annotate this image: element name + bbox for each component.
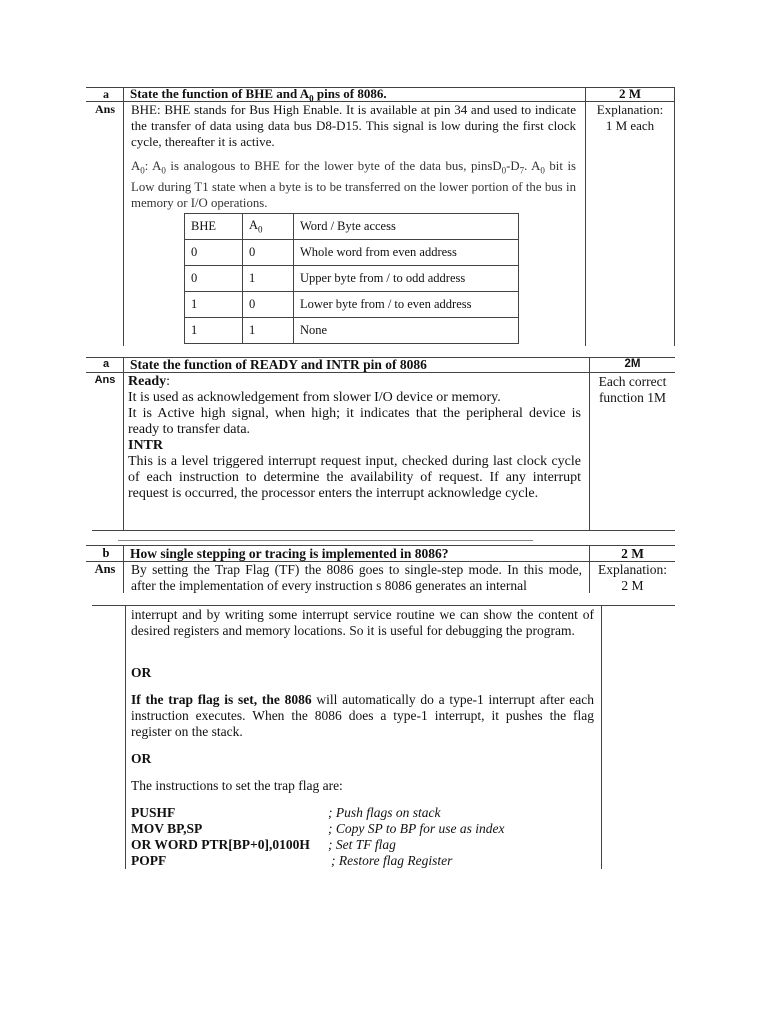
code-line bbox=[131, 837, 504, 853]
table-border bbox=[674, 87, 675, 346]
table-row bbox=[185, 318, 519, 344]
answer-body: Ready: It is used as acknowledgement from slower I/O device or memory. It is Active high signal, when high; it indicates that the peripheral device is ready to transfer data. INTR This is a level triggered interrupt request input, checked during last clock cycle of each instruction to determine the availability of request. If any interrupt request is occurred, the processor enters the interrupt acknowledge cycle. bbox=[128, 374, 581, 501]
code-instruction: OR WORD PTR[BP+0],0100H bbox=[131, 837, 310, 852]
code-line bbox=[131, 805, 504, 821]
question-text: State the function of READY and INTR pin of 8086 bbox=[130, 357, 427, 372]
question-label: a bbox=[103, 87, 109, 101]
or-separator: OR bbox=[131, 751, 152, 766]
table-border bbox=[123, 87, 124, 346]
code-comment: ; Set TF flag bbox=[328, 837, 396, 852]
table-cell: 1 bbox=[185, 292, 243, 318]
table-cell: 1 bbox=[243, 266, 294, 292]
marks-note: Explanation: 1 M each bbox=[596, 102, 664, 133]
answer-label: Ans bbox=[94, 102, 115, 116]
marks: 2 M bbox=[618, 86, 642, 101]
table-cell: Upper byte from / to odd address bbox=[294, 266, 519, 292]
table-cell: 0 bbox=[185, 266, 243, 292]
code-comment: ; Push flags on stack bbox=[328, 805, 441, 820]
table-border bbox=[123, 357, 124, 530]
table-cell: 1 bbox=[185, 318, 243, 344]
code-instruction: MOV BP,SP bbox=[131, 821, 203, 836]
table-cell: Whole word from even address bbox=[294, 240, 519, 266]
answer-label: Ans bbox=[94, 562, 116, 576]
answer-paragraph: By setting the Trap Flag (TF) the 8086 goes to single-step mode. In this mode, after the implementation of every instruction s 8086 generates an internal bbox=[131, 562, 582, 593]
table-header-cell: BHE bbox=[185, 214, 243, 240]
code-comment: ; Copy SP to BP for use as index bbox=[328, 821, 505, 836]
ready-line: It is used as acknowledgement from slower I/O device or memory. bbox=[128, 390, 501, 405]
code-listing bbox=[131, 805, 504, 869]
table-header-cell: Word / Byte access bbox=[294, 214, 519, 240]
table-header-row bbox=[185, 214, 519, 240]
answer-paragraph: $A_0$: $A_0$ is analogous to BHE for the lower byte of the data bus, $pinsD_0-D_7$. $A_0$ bit is Low during T1 state when a byte is to be transferred on the lower portion of the bus in memory or I/O operations. bbox=[131, 159, 576, 210]
table-border bbox=[601, 605, 602, 869]
marks-note: Each correct function 1M bbox=[598, 374, 667, 405]
table-cell: Lower byte from / to even address bbox=[294, 292, 519, 318]
or-separator: OR bbox=[131, 665, 152, 680]
question-text: How single stepping or tracing is implemented in 8086? bbox=[130, 546, 449, 561]
intr-text: This is a level triggered interrupt request input, checked during last clock cycle of each instruction to determine the availability of request. If any interrupt request is occurred, the processor enters the interrupt acknowledge cycle. bbox=[128, 454, 581, 501]
marks: 2 M bbox=[621, 546, 644, 561]
table-cell: 0 bbox=[243, 292, 294, 318]
divider bbox=[118, 540, 533, 541]
code-line bbox=[131, 853, 504, 869]
question-label: a bbox=[102, 358, 110, 370]
answer-label: Ans bbox=[94, 374, 116, 386]
bhe-truth-table bbox=[184, 213, 519, 344]
table-row bbox=[185, 292, 519, 318]
table-border bbox=[92, 605, 675, 606]
table-border bbox=[92, 530, 675, 531]
answer-paragraph: BHE: BHE stands for Bus High Enable. It is available at pin 34 and used to indicate the transfer of data using data bus D8-D15. This signal is low during the first clock cycle, thereafter it is active. bbox=[131, 102, 576, 149]
table-header-cell: $A_0$ bbox=[243, 214, 294, 240]
table-cell: 0 bbox=[185, 240, 243, 266]
answer-paragraph: The instructions to set the trap flag are: bbox=[131, 778, 343, 793]
table-cell: 0 bbox=[243, 240, 294, 266]
table-border bbox=[125, 605, 126, 869]
table-border bbox=[123, 545, 124, 593]
intr-title: INTR bbox=[128, 438, 164, 453]
marks: 2M bbox=[624, 358, 641, 370]
table-row bbox=[185, 266, 519, 292]
answer-paragraph: If the trap flag is set, the 8086 will automatically do a type-1 interrupt after each instruction executes. When the 8086 does a type-1 interrupt, it pushes the flag register on the stack. bbox=[131, 692, 594, 739]
question-text: State the function of BHE and $A_0$ pins of 8086. bbox=[130, 86, 387, 104]
code-instruction: POPF bbox=[131, 853, 167, 868]
question-label: b bbox=[102, 546, 110, 560]
code-line bbox=[131, 821, 504, 837]
ready-line: It is Active high signal, when high; it indicates that the peripheral device is ready to transfer data. bbox=[128, 406, 581, 437]
table-cell: None bbox=[294, 318, 519, 344]
code-comment: ; Restore flag Register bbox=[331, 853, 453, 868]
marks-note: Explanation: 2 M bbox=[598, 562, 667, 593]
code-instruction: PUSHF bbox=[131, 805, 176, 820]
answer-paragraph: interrupt and by writing some interrupt service routine we can show the content of desired registers and memory locations. So it is useful for debugging the program. bbox=[131, 607, 594, 638]
table-row bbox=[185, 240, 519, 266]
table-cell: 1 bbox=[243, 318, 294, 344]
